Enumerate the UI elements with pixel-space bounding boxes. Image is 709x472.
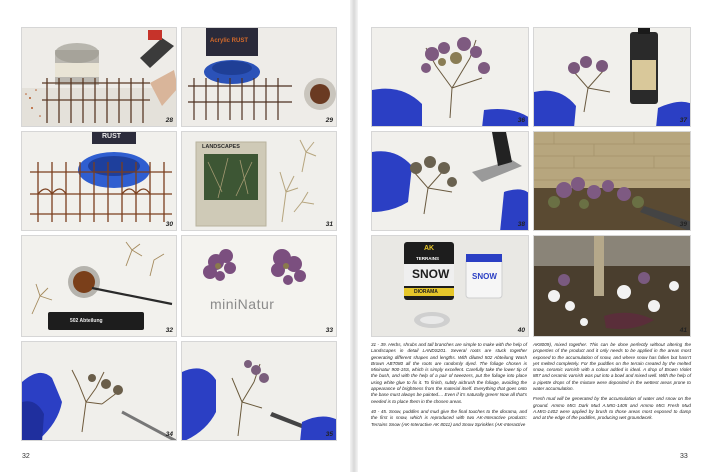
photo-37-art: [534, 28, 691, 127]
text-column-left: [371, 342, 527, 432]
photo-number: 34: [165, 431, 173, 438]
photo-40-small-snow: SNOW: [472, 272, 497, 281]
photo-32: [21, 235, 177, 337]
photo-38-art: [372, 132, 529, 231]
photo-number: 32: [165, 327, 173, 334]
photo-36-art: [372, 28, 529, 127]
photo-40: [371, 235, 529, 337]
photo-40-diorama: DIORAMA: [414, 289, 438, 295]
photo-33-label: miniNatur: [210, 296, 275, 312]
photo-number: 40: [517, 327, 525, 334]
body-paragraph: 31 - 39. Herbs, shrubs and tall branches are simple to make with the help of Landscapes in detail LANDS201. Several roots are stuck together generating different shapes and lengths. With diluted 502 Abteilung Wash Brown ABT080 all the roots are randomly dyed. The foliage chosen is Mininatur 900-15S, which is simply excellent. Carefully take the lower tip of the bush, and with the help of a pair of tweezers, put the foliage into place using white glue to fix it. To finish, subtly airbrush the foliage, avoiding the appearance of brightness from the material itself. Everything that goes onto the base must always be painted.... Even if it's naturally green! Now all that's needed is to place them in the chosen areas.: [371, 342, 527, 404]
photo-31-label: LANDSCAPES: [202, 144, 240, 150]
photo-29: [181, 27, 337, 127]
photo-34-art: [22, 342, 177, 441]
photo-29-label: Acrylic RUST: [210, 38, 249, 44]
photo-38: [371, 131, 529, 231]
photo-number: 30: [165, 221, 173, 228]
body-paragraph: AK8009), mixed together. This can be done perfectly without altering the properties of the product and it only needs to be applied in the areas most exposed to the accumulation of snow, and where snow has fallen but hasn't yet melted completely. For the puddles on the terrain created by the melted snow, ceramic varnish with a colour added is ideal. A drop of Brown Violet 887 and ceramic varnish was put into a bowl and mixed well. With the help of a pipette drops of the mixture were deposited in the wettest areas prone to water accumulation.: [533, 342, 691, 392]
photo-30-label: RUST: [102, 133, 122, 140]
photo-number: 39: [679, 221, 687, 228]
photo-40-brand: AK: [424, 245, 435, 252]
photo-35: [181, 341, 337, 441]
photo-35-art: [182, 342, 337, 441]
photo-number: 28: [165, 117, 173, 124]
photo-31: [181, 131, 337, 231]
photo-number: 33: [325, 327, 333, 334]
right-page-number: 33: [680, 453, 688, 460]
photo-number: 37: [679, 117, 687, 124]
left-page: [0, 0, 352, 472]
photo-number: 31: [325, 221, 333, 228]
photo-34: [21, 341, 177, 441]
photo-40-art: [372, 236, 529, 337]
photo-39: [533, 131, 691, 231]
photo-number: 36: [517, 117, 525, 124]
photo-number: 41: [679, 327, 687, 334]
photo-30: [21, 131, 177, 231]
photo-40-snow: SNOW: [412, 267, 450, 281]
photo-41: [533, 235, 691, 337]
photo-40-terrains: TERRAINS: [416, 256, 440, 261]
photo-number: 35: [325, 431, 333, 438]
photo-33: [181, 235, 337, 337]
text-column-right: [533, 342, 691, 426]
photo-30-art: [22, 132, 177, 231]
spread-gutter: [350, 0, 358, 472]
photo-33-art: [182, 236, 337, 337]
photo-number: 29: [325, 117, 333, 124]
photo-28: [21, 27, 177, 127]
photo-32-label: 502 Abteilung: [70, 318, 103, 324]
body-paragraph: Fresh mud will be generated by the accumulation of water and snow on the ground. Ammo MIG Dark Mud A.MIG-1405 and Ammo MIG Fresh Mud A.MIG-1402 were applied by brush to those areas most exposed to damp and at the edge of the puddles, producing wet groundwork.: [533, 396, 691, 421]
photo-41-art: [534, 236, 691, 337]
photo-36: [371, 27, 529, 127]
body-paragraph: 40 - 45. Snow, puddles and mud give the final touches to the diorama, and the first is snow, which is reproduced with two AK-Interactive products: Terrains Snow (AK-Interactive AK 8011) and Snow Sprinkles (AK-Interactive: [371, 408, 527, 427]
photo-37: [533, 27, 691, 127]
photo-39-art: [534, 132, 691, 231]
left-page-number: 32: [22, 453, 30, 460]
photo-28-art: [22, 28, 177, 127]
photo-29-art: [182, 28, 337, 127]
photo-number: 38: [517, 221, 525, 228]
